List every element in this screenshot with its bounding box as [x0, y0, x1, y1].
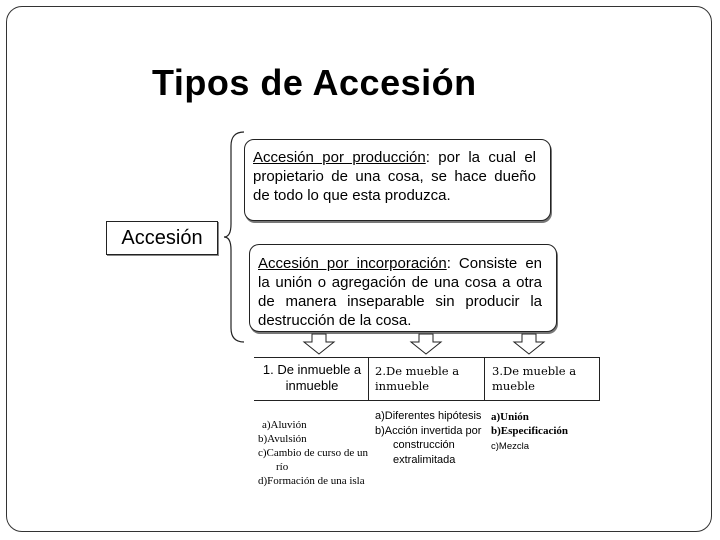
definition-term: Accesión por incorporación — [258, 255, 447, 272]
column-divider — [368, 358, 369, 400]
list-item: b)Avulsión — [258, 433, 307, 445]
column-divider — [484, 358, 485, 400]
down-arrow-icon — [409, 333, 443, 355]
page-title: Tipos de Accesión — [152, 62, 477, 103]
type-heading: 2.De mueble a inmueble — [375, 364, 460, 393]
list-item: b)Especificación — [491, 425, 568, 437]
type-items-list — [375, 409, 485, 467]
definition-term: Accesión por producción — [253, 149, 426, 166]
definition-box-production — [244, 139, 551, 221]
list-item: d)Formación de una isla — [258, 475, 365, 487]
definition-text: : por la cual el propietario de una cosa, se hace dueño de todo lo que esta produzca. — [253, 149, 536, 204]
list-item: b)Acción invertida por construcción extralimitada — [375, 424, 482, 466]
curly-brace — [222, 130, 246, 344]
column-divider — [599, 358, 600, 400]
list-item: a)Aluvión — [262, 419, 307, 431]
type-heading: 3.De mueble a mueble — [492, 364, 577, 393]
type-items-list — [258, 418, 368, 488]
list-item: c)Mezcla — [491, 441, 530, 452]
list-item: a)Unión — [491, 411, 529, 423]
root-concept-box: Accesión — [106, 221, 218, 255]
down-arrow-icon — [512, 333, 546, 355]
type-heading: 1. De inmueble a inmueble — [262, 362, 362, 393]
down-arrow-icon — [302, 333, 336, 355]
definition-box-incorporation — [249, 244, 557, 332]
list-item: a)Diferentes hipótesis — [375, 410, 482, 422]
type-items-list — [491, 410, 601, 454]
list-item: c)Cambio de curso de un río — [258, 447, 368, 473]
definition-text: : Consiste en la unión o agregación de una cosa a otra de manera inseparable sin producir la destrucción de la cosa. — [258, 255, 543, 329]
